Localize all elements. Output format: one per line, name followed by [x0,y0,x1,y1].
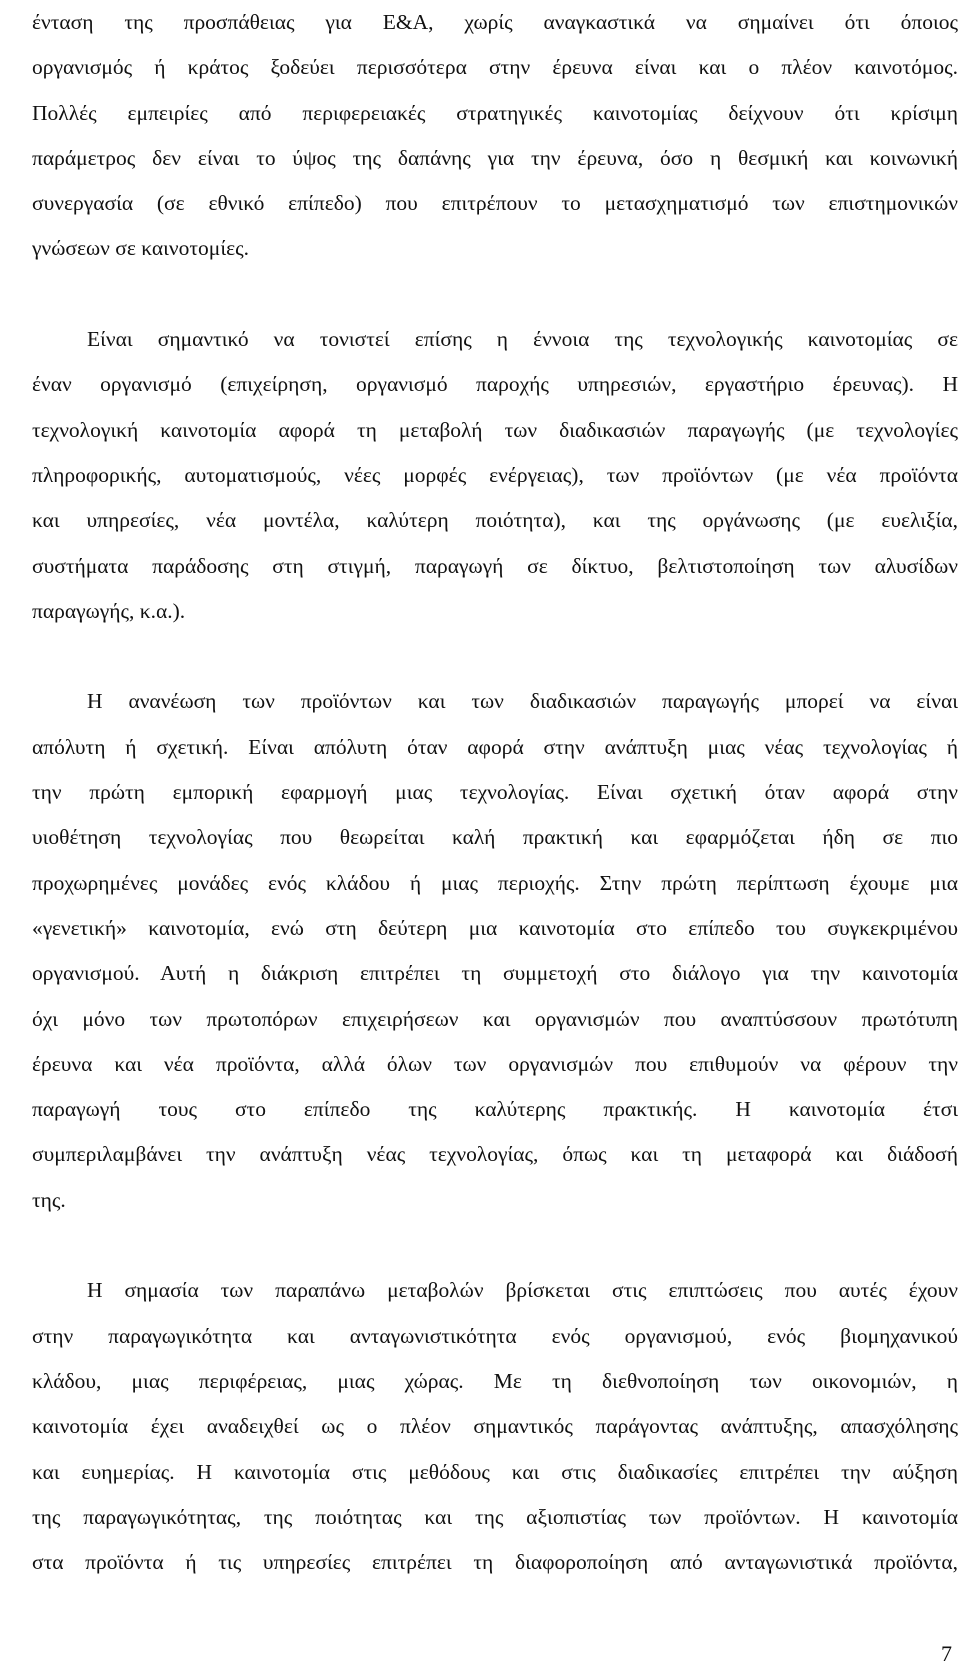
text-line: Η ανανέωση των προϊόντων και των διαδικασιών παραγωγής μπορεί να είναι [87,689,958,714]
text-line: τεχνολογική καινοτομία αφορά τη μεταβολή των διαδικασιών παραγωγής (με τεχνολογίες [32,417,958,442]
body-text [32,0,958,1585]
text-line: όχι μόνο των πρωτοπόρων επιχειρήσεων και οργανισμών που αναπτύσσουν πρωτότυπη [32,1006,958,1031]
text-line: συμπεριλαμβάνει την ανάπτυξη νέας τεχνολογίας, όπως και τη μεταφορά και διάδοσή [32,1142,958,1167]
text-line: της. [32,1187,66,1212]
text-line: στα προϊόντα ή τις υπηρεσίες επιτρέπει τη διαφοροποίηση από ανταγωνιστικά προϊόντα, [32,1550,958,1575]
text-line: παράμετρος δεν είναι το ύψος της δαπάνης για την έρευνα, όσο η θεσμική και κοινωνική [32,145,958,170]
paragraph-4 [32,1268,958,1585]
text-line: Η σημασία των παραπάνω μεταβολών βρίσκεται στις επιπτώσεις που αυτές έχουν [87,1278,958,1303]
page-number: 7 [941,1641,952,1666]
text-line: την πρώτη εμπορική εφαρμογή μιας τεχνολογίας. Είναι σχετική όταν αφορά στην [32,780,958,805]
text-line: συστήματα παράδοσης στη στιγμή, παραγωγή σε δίκτυο, βελτιστοποίηση των αλυσίδων [32,553,958,578]
text-line: κλάδου, μιας περιφέρειας, μιας χώρας. Με τη διεθνοποίηση των οικονομιών, η [32,1368,958,1393]
text-line: παραγωγής, κ.α.). [32,598,186,623]
paragraph-2 [32,317,958,634]
text-line: απόλυτη ή σχετική. Είναι απόλυτη όταν αφορά στην ανάπτυξη μιας νέας τεχνολογίας ή [32,734,958,759]
text-line: υιοθέτηση τεχνολογίας που θεωρείται καλή πρακτική και εφαρμόζεται ήδη σε πιο [32,825,958,850]
text-line: Είναι σημαντικό να τονιστεί επίσης η έννοια της τεχνολογικής καινοτομίας σε [87,327,958,352]
text-line: ένταση της προσπάθειας για Ε&Α, χωρίς αναγκαστικά να σημαίνει ότι όποιος [32,10,958,34]
text-line: οργανισμού. Αυτή η διάκριση επιτρέπει τη συμμετοχή στο διάλογο για την καινοτομία [32,961,958,986]
paragraph-3 [32,679,958,1223]
text-line: συνεργασία (σε εθνικό επίπεδο) που επιτρέπουν το μετασχηματισμό των επιστημονικών [32,191,958,216]
text-line: και ευημερίας. Η καινοτομία στις μεθόδους και στις διαδικασίες επιτρέπει την αύξηση [32,1459,958,1484]
text-line: πληροφορικής, αυτοματισμούς, νέες μορφές ενέργειας), των προϊόντων (με νέα προϊόντα [32,462,958,487]
text-line: έναν οργανισμό (επιχείρηση, οργανισμό παροχής υπηρεσιών, εργαστήριο έρευνας). Η [32,372,958,397]
text-line: προχωρημένες μονάδες ενός κλάδου ή μιας περιοχής. Στην πρώτη περίπτωση έχουμε μια [32,870,958,895]
text-line: στην παραγωγικότητα και ανταγωνιστικότητα ενός οργανισμού, ενός βιομηχανικού [32,1323,958,1348]
text-line: καινοτομία έχει αναδειχθεί ως ο πλέον σημαντικός παράγοντας ανάπτυξης, απασχόλησης [32,1414,958,1439]
text-line: της παραγωγικότητας, της ποιότητας και της αξιοπιστίας των προϊόντων. Η καινοτομία [32,1504,958,1529]
text-line: γνώσεων σε καινοτομίες. [32,236,250,261]
text-line: «γενετική» καινοτομία, ενώ στη δεύτερη μια καινοτομία στο επίπεδο του συγκεκριμένου [32,915,958,940]
paragraph-1 [32,0,958,272]
text-line: έρευνα και νέα προϊόντα, αλλά όλων των οργανισμών που επιθυμούν να φέρουν την [32,1051,958,1076]
text-line: οργανισμός ή κράτος ξοδεύει περισσότερα στην έρευνα είναι και ο πλέον καινοτόμος. [32,55,958,80]
text-line: Πολλές εμπειρίες από περιφερειακές στρατηγικές καινοτομίας δείχνουν ότι κρίσιμη [32,100,958,125]
text-line: και υπηρεσίες, νέα μοντέλα, καλύτερη ποιότητα), και της οργάνωσης (με ευελιξία, [32,508,958,533]
text-line: παραγωγή τους στο επίπεδο της καλύτερης πρακτικής. Η καινοτομία έτσι [32,1097,958,1122]
